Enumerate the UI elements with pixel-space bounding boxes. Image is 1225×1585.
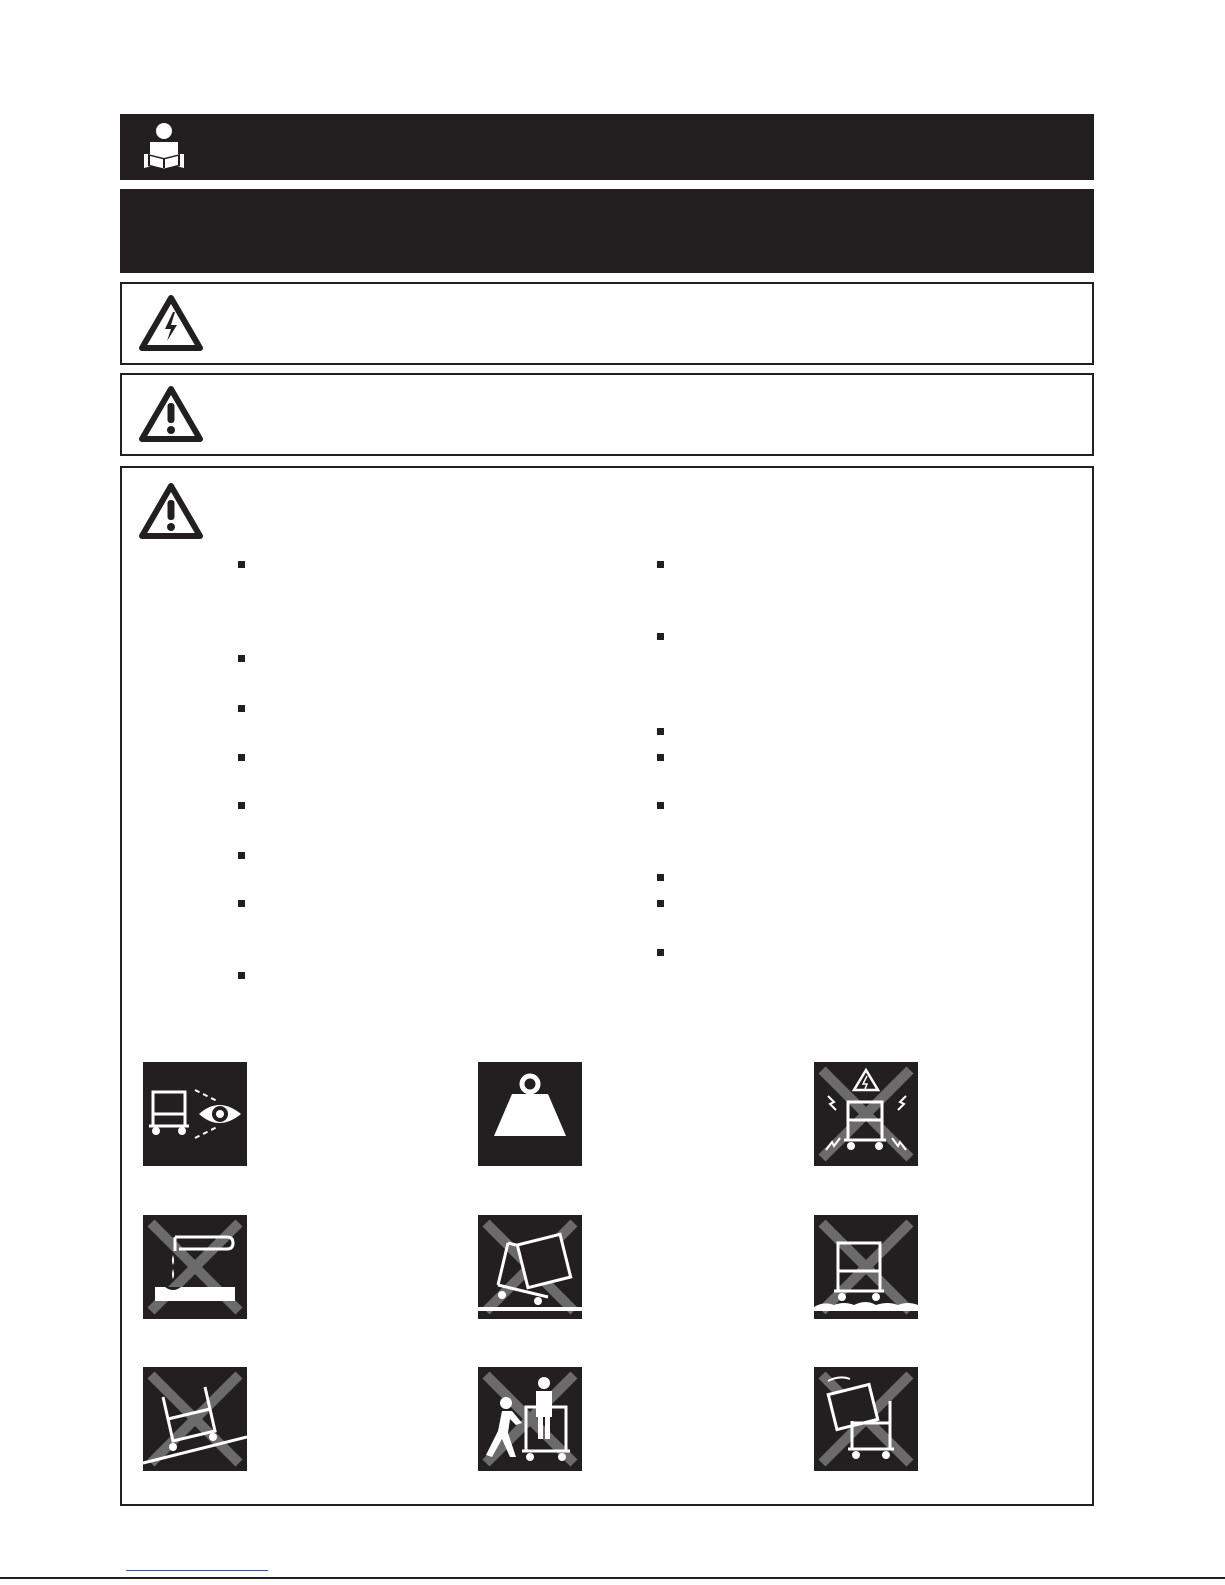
list-bullet xyxy=(657,949,664,956)
electric-shock-warning-icon xyxy=(139,295,203,351)
list-bullet xyxy=(238,561,245,568)
list-bullet xyxy=(657,728,664,735)
list-bullet xyxy=(657,802,664,809)
title-bar xyxy=(120,189,1094,273)
no-slope-icon xyxy=(143,1367,247,1471)
list-bullet xyxy=(238,972,245,979)
list-bullet xyxy=(238,655,245,662)
no-falling-objects-icon xyxy=(814,1367,918,1471)
read-manual-icon xyxy=(136,120,192,176)
footer-link-underline[interactable] xyxy=(126,1570,268,1571)
no-chemical-spill-icon xyxy=(143,1215,247,1319)
electric-shock-warning-box xyxy=(120,282,1094,365)
caution-exclamation-icon xyxy=(139,386,203,442)
list-bullet xyxy=(238,852,245,859)
read-manual-bar xyxy=(120,114,1094,180)
no-uneven-floor-icon xyxy=(814,1215,918,1319)
list-bullet xyxy=(238,802,245,809)
list-bullet xyxy=(238,900,245,907)
list-bullet xyxy=(238,754,245,761)
weight-limit-icon xyxy=(478,1062,582,1166)
footer-divider xyxy=(0,1577,1225,1579)
list-bullet xyxy=(238,705,245,712)
caution-exclamation-icon xyxy=(139,483,203,539)
list-bullet xyxy=(657,874,664,881)
no-overloading-tilt-icon xyxy=(478,1215,582,1319)
inspect-cart-eye-icon xyxy=(143,1062,247,1166)
list-bullet xyxy=(657,633,664,640)
list-bullet xyxy=(657,561,664,568)
list-bullet xyxy=(657,754,664,761)
no-electrical-exposure-icon xyxy=(814,1062,918,1166)
safety-instructions-box xyxy=(120,466,1094,1506)
no-riding-icon xyxy=(478,1367,582,1471)
list-bullet xyxy=(657,900,664,907)
caution-warning-box xyxy=(120,373,1094,456)
